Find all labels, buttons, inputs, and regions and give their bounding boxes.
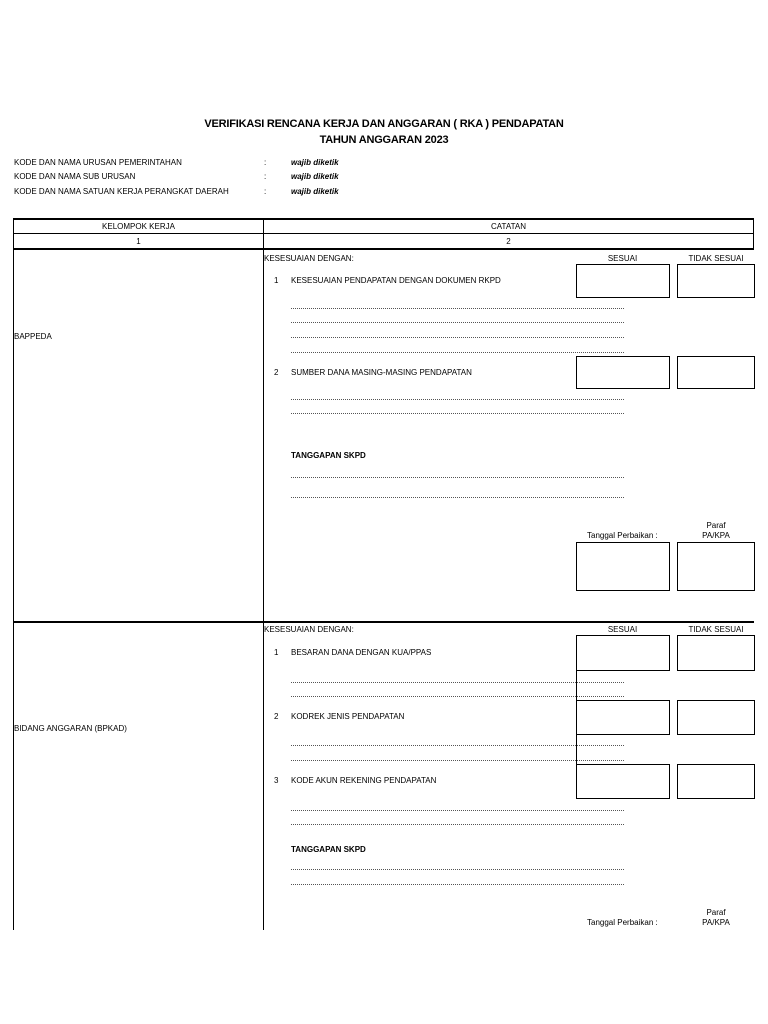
note-line[interactable] — [291, 810, 624, 811]
pa-kpa-label: PA/KPA — [702, 918, 730, 927]
paraf-label: Paraf — [706, 908, 726, 917]
info-label-sub-urusan: KODE DAN NAMA SUB URUSAN — [14, 172, 136, 181]
table-number-divider — [13, 248, 754, 250]
tidak-sesuai-checkbox[interactable] — [677, 356, 755, 389]
note-line[interactable] — [291, 760, 624, 761]
note-line[interactable] — [291, 824, 624, 825]
note-line[interactable] — [291, 745, 624, 746]
section-divider — [13, 621, 754, 623]
tidak-sesuai-checkbox[interactable] — [677, 764, 755, 799]
info-value-sub-urusan[interactable]: wajib diketik — [291, 172, 339, 181]
tanggal-perbaikan-box[interactable] — [576, 542, 670, 591]
item-number: 2 — [274, 712, 279, 721]
sesuai-checkbox[interactable] — [576, 764, 670, 799]
note-line[interactable] — [291, 322, 624, 323]
tanggapan-label: TANGGAPAN SKPD — [291, 451, 366, 460]
column-header-catatan: CATATAN — [491, 222, 526, 231]
sesuai-checkbox[interactable] — [576, 356, 670, 389]
tanggal-perbaikan-label: Tanggal Perbaikan : — [587, 531, 658, 540]
info-sep: : — [264, 172, 267, 181]
table-header-divider — [13, 233, 754, 234]
response-line[interactable] — [291, 869, 624, 870]
sesuai-checkbox[interactable] — [576, 635, 670, 671]
kesesuaian-label: KESESUAIAN DENGAN: — [264, 625, 354, 634]
column-header-kelompok: KELOMPOK KERJA — [102, 222, 175, 231]
item-number: 3 — [274, 776, 279, 785]
info-label-skpd: KODE DAN NAMA SATUAN KERJA PERANGKAT DAERAH — [14, 187, 229, 196]
tanggal-perbaikan-label: Tanggal Perbaikan : — [587, 918, 658, 927]
note-line[interactable] — [291, 399, 624, 400]
response-line[interactable] — [291, 477, 624, 478]
paraf-box[interactable] — [677, 542, 755, 591]
note-line[interactable] — [291, 337, 624, 338]
document-subtitle: TAHUN ANGGARAN 2023 — [319, 134, 449, 146]
note-line[interactable] — [291, 696, 624, 697]
item-number: 1 — [274, 648, 279, 657]
table-left-border — [13, 218, 14, 930]
info-value-skpd[interactable]: wajib diketik — [291, 187, 339, 196]
table-top-border — [13, 218, 754, 220]
column-number-2: 2 — [506, 237, 511, 246]
note-line[interactable] — [291, 352, 624, 353]
tidak-sesuai-checkbox[interactable] — [677, 635, 755, 671]
tidak-sesuai-checkbox[interactable] — [677, 700, 755, 735]
info-sep: : — [264, 187, 267, 196]
pa-kpa-label: PA/KPA — [702, 531, 730, 540]
tidak-sesuai-header: TIDAK SESUAI — [688, 625, 744, 634]
item-text: BESARAN DANA DENGAN KUA/PPAS — [291, 648, 432, 657]
info-value-urusan[interactable]: wajib diketik — [291, 158, 339, 167]
kesesuaian-label: KESESUAIAN DENGAN: — [264, 254, 354, 263]
group-label: BIDANG ANGGARAN (BPKAD) — [14, 724, 127, 733]
tidak-sesuai-header: TIDAK SESUAI — [688, 254, 744, 263]
column-number-1: 1 — [136, 237, 141, 246]
tanggapan-label: TANGGAPAN SKPD — [291, 845, 366, 854]
sesuai-checkbox[interactable] — [576, 700, 670, 735]
paraf-label: Paraf — [706, 521, 726, 530]
info-label-urusan: KODE DAN NAMA URUSAN PEMERINTAHAN — [14, 158, 182, 167]
response-line[interactable] — [291, 497, 624, 498]
table-column-divider — [263, 218, 264, 930]
info-sep: : — [264, 158, 267, 167]
note-line[interactable] — [291, 682, 624, 683]
group-label: BAPPEDA — [14, 332, 52, 341]
sesuai-checkbox[interactable] — [576, 264, 670, 298]
table-right-border — [753, 218, 754, 250]
item-number: 1 — [274, 276, 279, 285]
document-title: VERIFIKASI RENCANA KERJA DAN ANGGARAN ( RKA ) PENDAPATAN — [204, 118, 564, 130]
item-text: KODE AKUN REKENING PENDAPATAN — [291, 776, 437, 785]
response-line[interactable] — [291, 884, 624, 885]
note-line[interactable] — [291, 308, 624, 309]
item-text: KODREK JENIS PENDAPATAN — [291, 712, 405, 721]
sesuai-header: SESUAI — [607, 254, 638, 263]
item-text: KESESUAIAN PENDAPATAN DENGAN DOKUMEN RKPD — [291, 276, 501, 285]
sesuai-header: SESUAI — [607, 625, 638, 634]
item-number: 2 — [274, 368, 279, 377]
item-text: SUMBER DANA MASING-MASING PENDAPATAN — [291, 368, 472, 377]
tidak-sesuai-checkbox[interactable] — [677, 264, 755, 298]
note-line[interactable] — [291, 413, 624, 414]
